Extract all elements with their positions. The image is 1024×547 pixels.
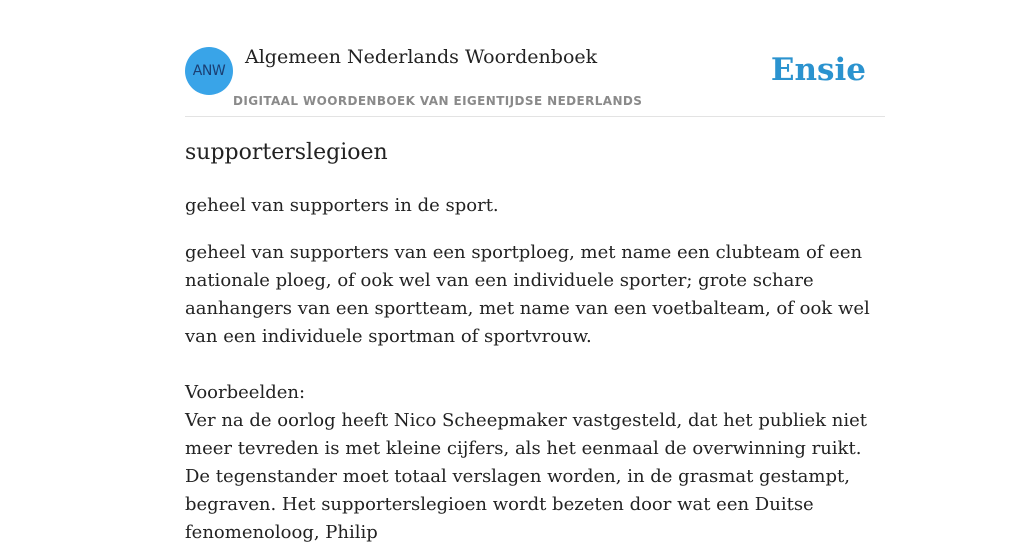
site-title[interactable]: Algemeen Nederlands Woordenboek: [245, 46, 598, 68]
example-text: Ver na de oorlog heeft Nico Scheepmaker vastgesteld, dat het publiek niet meer tevreden is met kleine cijfers, als het eenmaal de overwinning ruikt. De tegenstander moet totaal verslagen worden, in de grasmat gestampt, begraven. Het supporterslegioen wordt bezeten door wat een Duitse fenomenoloog, Philip: [185, 410, 868, 543]
ensie-brand-link[interactable]: Ensie: [770, 52, 866, 88]
page: [185, 0, 885, 543]
site-header: [185, 0, 885, 117]
long-definition: geheel van supporters van een sportploeg, met name een clubteam of een nationale ploeg, of ook wel van een individuele sporter; grote schare aanhangers van een sportteam, met name van een voetbalteam, of ook wel van een individuele sportman of sportvrouw.: [185, 242, 870, 347]
site-subtitle: DIGITAAL WOORDENBOEK VAN EIGENTIJDSE NEDERLANDS: [233, 94, 643, 108]
anw-logo[interactable]: ANW: [185, 47, 233, 95]
short-definition: geheel van supporters in de sport.: [185, 195, 499, 216]
examples-label: Voorbeelden:: [185, 382, 306, 403]
headword: supporterslegioen: [185, 140, 388, 165]
